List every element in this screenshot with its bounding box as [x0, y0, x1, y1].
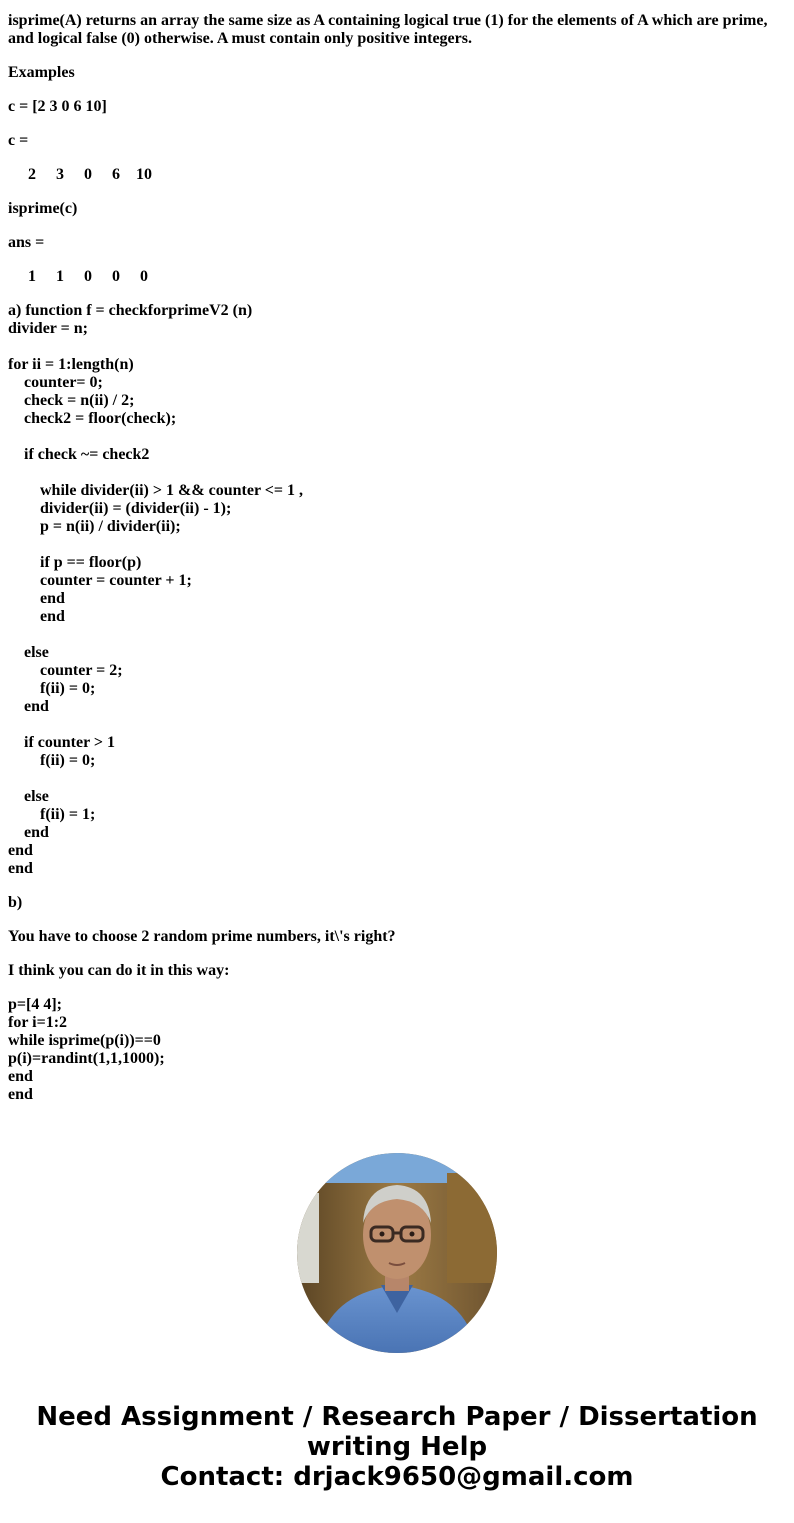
- code-line: divider = n;: [8, 320, 88, 337]
- avatar: [297, 1153, 497, 1353]
- carved-panel: [447, 1173, 497, 1283]
- promo-banner: [0, 1402, 794, 1492]
- part-b-code: [8, 996, 788, 1104]
- code-line: if p == floor(p): [8, 554, 142, 571]
- code-line: end: [8, 590, 65, 607]
- examples-heading: Examples: [8, 64, 75, 81]
- code-line: p = n(ii) / divider(ii);: [8, 518, 181, 535]
- promo-contact: Contact: drjack9650@gmail.com: [160, 1462, 634, 1492]
- code-line: check2 = floor(check);: [8, 410, 177, 427]
- code-line: [8, 626, 788, 644]
- code-line: end: [8, 698, 49, 715]
- code-line: end: [8, 608, 65, 625]
- code-line: check = n(ii) / 2;: [8, 392, 135, 409]
- document-body: [8, 12, 788, 1104]
- code-line: p=[4 4];: [8, 996, 62, 1013]
- code-line: [8, 716, 788, 734]
- promo-line: writing Help: [306, 1432, 488, 1462]
- code-line: f(ii) = 0;: [8, 752, 96, 769]
- code-line: for ii = 1:length(n): [8, 356, 134, 373]
- part-a-code: [8, 302, 788, 878]
- example-ans-label: ans =: [8, 234, 45, 251]
- example-c-values: 2 3 0 6 10: [8, 166, 152, 183]
- code-line: [8, 428, 788, 446]
- code-line: for i=1:2: [8, 1014, 68, 1031]
- example-c-label: c =: [8, 132, 29, 149]
- code-line: else: [8, 644, 49, 661]
- code-line: [8, 536, 788, 554]
- code-line: if counter > 1: [8, 734, 116, 751]
- part-b-text: I think you can do it in this way:: [8, 962, 230, 979]
- sky: [297, 1153, 497, 1183]
- code-line: counter = 2;: [8, 662, 123, 679]
- code-line: while divider(ii) > 1 && counter <= 1 ,: [8, 482, 304, 499]
- code-line: divider(ii) = (divider(ii) - 1);: [8, 500, 232, 517]
- part-b-text: You have to choose 2 random prime numbers, it\'s right?: [8, 928, 396, 945]
- code-line: end: [8, 842, 33, 859]
- code-line: end: [8, 1068, 33, 1085]
- code-line: p(i)=randint(1,1,1000);: [8, 1050, 165, 1067]
- code-line: end: [8, 1086, 33, 1103]
- code-line: [8, 338, 788, 356]
- code-line: [8, 464, 788, 482]
- code-line: f(ii) = 1;: [8, 806, 96, 823]
- code-line: end: [8, 824, 49, 841]
- code-line: counter = counter + 1;: [8, 572, 192, 589]
- intro-paragraph: isprime(A) returns an array the same size as A containing logical true (1) for the elements of A which are prime, and logical false (0) otherwise. A must contain only positive integers.: [8, 12, 768, 47]
- code-line: end: [8, 860, 33, 877]
- part-b-label: b): [8, 894, 23, 911]
- code-line: counter= 0;: [8, 374, 103, 391]
- code-line: else: [8, 788, 49, 805]
- code-line: if check ~= check2: [8, 446, 150, 463]
- example-c-assign: c = [2 3 0 6 10]: [8, 98, 107, 115]
- promo-line: Need Assignment / Research Paper / Dissertation: [36, 1402, 758, 1432]
- avatar-portrait: [297, 1153, 497, 1353]
- code-line: f(ii) = 0;: [8, 680, 96, 697]
- code-line: a) function f = checkforprimeV2 (n): [8, 302, 253, 319]
- code-line: [8, 770, 788, 788]
- code-line: while isprime(p(i))==0: [8, 1032, 161, 1049]
- wall-switch: [297, 1193, 319, 1283]
- example-ans-values: 1 1 0 0 0: [8, 268, 148, 285]
- example-call: isprime(c): [8, 200, 78, 217]
